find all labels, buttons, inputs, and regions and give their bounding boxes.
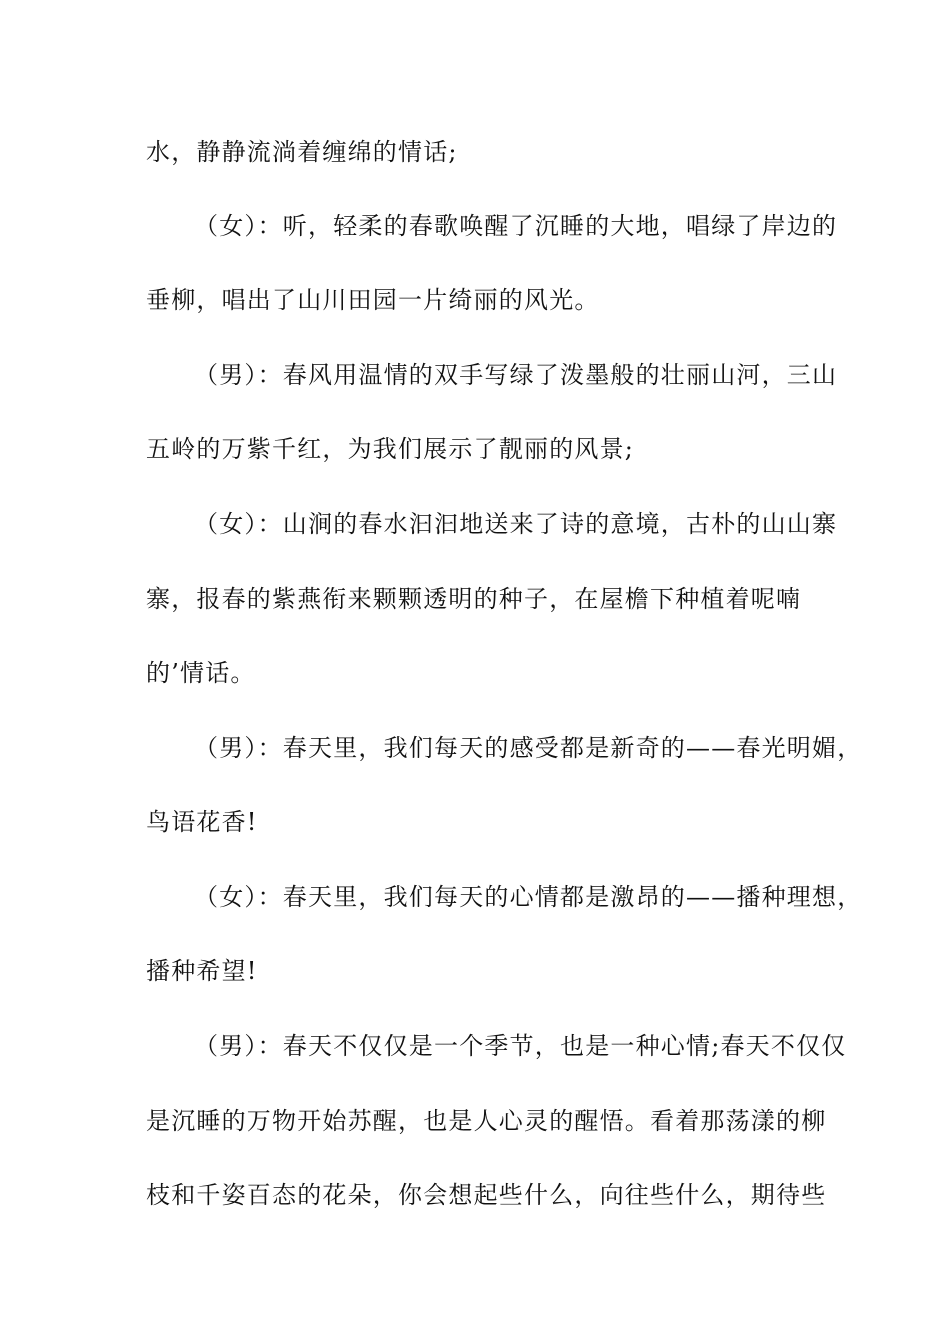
text-line: 寨，报春的紫燕衔来颗颗透明的种子，在屋檐下种植着呢喃 [146,585,802,613]
text-line: （男）：春风用温情的双手写绿了泼墨般的壮丽山河，三山 [194,361,838,389]
text-line: 枝和千姿百态的花朵，你会想起些什么，向往些什么，期待些 [146,1181,827,1209]
text-line: 水，静静流淌着缠绵的情话; [146,138,458,166]
text-line: （男）：春天里，我们每天的感受都是新奇的——春光明媚， [194,734,863,762]
text-line: （女）：春天里，我们每天的心情都是激昂的——播种理想， [194,883,863,911]
text-line: 的’情话。 [146,659,256,687]
text-line: 鸟语花香! [146,808,258,836]
text-line: （女）：听，轻柔的春歌唤醒了沉睡的大地，唱绿了岸边的 [194,212,838,240]
text-line: 垂柳，唱出了山川田园一片绮丽的风光。 [146,286,600,314]
text-line: （男）：春天不仅仅是一个季节，也是一种心情;春天不仅仅 [194,1032,847,1060]
text-line: 五岭的万紫千红，为我们展示了靓丽的风景; [146,435,635,463]
text-line: 是沉睡的万物开始苏醒，也是人心灵的醒悟。看着那荡漾的柳 [146,1107,827,1135]
text-line: 播种希望! [146,957,258,985]
text-line: （女）：山涧的春水汩汩地送来了诗的意境，古朴的山山寨 [194,510,838,538]
